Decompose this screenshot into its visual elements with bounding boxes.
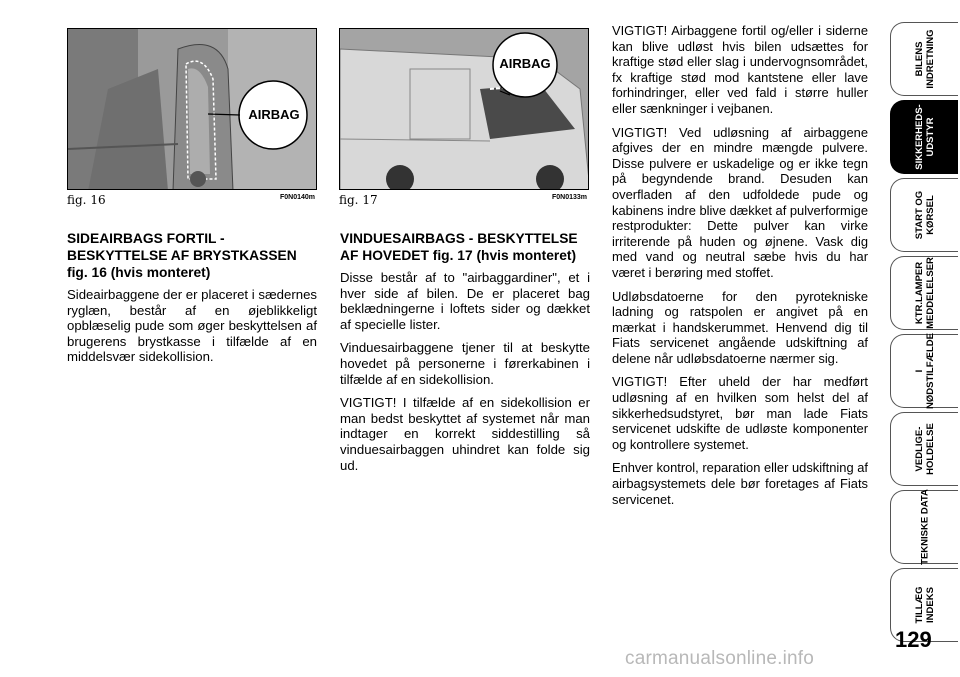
body-paragraph: Vinduesairbaggene tjener til at beskytte hovedet på personerne i førerkabinen i tilfælde af en sidekollision. xyxy=(340,340,590,387)
tab-vedligeholdelse[interactable] xyxy=(890,412,958,486)
figure-17 xyxy=(339,28,589,208)
tab-i-nodstilfaelde[interactable] xyxy=(890,334,958,408)
figure-code: F0N0140m xyxy=(279,194,315,201)
figure-caption: fig. 17 xyxy=(339,193,378,207)
tab-start-og-korsel[interactable] xyxy=(890,178,958,252)
tab-label: BILENS INDRETNING xyxy=(913,29,936,89)
body-paragraph: VIGTIGT! I tilfælde af en sidekollision er man bedst beskyttet af systemet når man indtager en korrekt siddestilling så vinduesairbaggen uhindret kan folde sig ud. xyxy=(340,395,590,473)
tab-label: SIKKERHEDS- UDSTYR xyxy=(913,104,936,170)
figure-code: F0N0133m xyxy=(551,194,587,201)
section-heading: SIDEAIRBAGS FORTIL - BESKYTTELSE AF BRYSTKASSEN fig. 16 (hvis monteret) xyxy=(67,231,297,280)
body-paragraph: Sideairbaggene der er placeret i sædernes ryglæn, består af en øjeblikkeligt opblæselig pude som øger beskyttelsen af brugerens brystkasse i tilfælde af en middelsvær sidekollision. xyxy=(67,287,317,365)
tab-bilens-indretning[interactable] xyxy=(890,22,958,96)
section-heading: VINDUESAIRBAGS - BESKYTTELSE AF HOVEDET fig. 17 (hvis monteret) xyxy=(340,231,578,263)
van-illustration xyxy=(340,29,589,190)
tab-label: I NØDSTILFÆLDE xyxy=(913,333,936,409)
body-paragraph: VIGTIGT! Ved udløsning af airbaggene afgives der en mindre mængde pulvere. Disse pulvere er uskadelige og er ikke tegn på begyndende brand. Desuden kan overfladen af den udfoldede pude og kabinens indre blive dækket af pulverformige restprodukter: Dette pulver kan virke irriterende på huden og øjnene. Vask dig med vand og neutral sæbe hvis du har været i berøring med stoffet. xyxy=(612,124,868,280)
body-paragraph: Udløbsdatoerne for den pyrotekniske ladning og ratspolen er angivet på en mærkat i handskerummet. Henvend dig til Fiats servicenet angående udskiftning af delene når udløbsdatoerne nærmer sig. xyxy=(612,288,868,366)
tab-label: VEDLIGE- HOLDELSE xyxy=(913,423,936,475)
tab-label: KTR.LAMPER MEDDELELSER xyxy=(913,257,936,329)
column-warnings xyxy=(612,23,868,515)
tab-label: TILLÆG INDEKS xyxy=(913,586,936,624)
column-side-airbags xyxy=(67,230,317,373)
body-paragraph: Enhver kontrol, reparation eller udskiftning af airbagsystemets dele bør foretages af Fiats servicenet. xyxy=(612,460,868,507)
watermark: carmanualsonline.info xyxy=(625,648,815,669)
body-paragraph: Disse består af to "airbaggardiner", et i hver side af bilen. De er placeret bag beklædningerne i loftets sider og dækket af specielle lister. xyxy=(340,270,590,332)
tab-tekniske-data[interactable] xyxy=(890,490,958,564)
body-paragraph: VIGTIGT! Efter uheld der har medført udløsning af en hvilken som helst del af sikkerhedsudstyret, bør man lade Fiats servicenet udskifte de udløste komponenter og kontrollere systemet. xyxy=(612,374,868,452)
tab-label: START OG KØRSEL xyxy=(913,190,936,240)
tab-sikkerhedsudstyr[interactable] xyxy=(890,100,958,174)
airbag-callout-label: AIRBAG xyxy=(499,56,551,71)
column-window-airbags xyxy=(340,230,590,481)
airbag-callout-label: AIRBAG xyxy=(248,107,300,122)
body-paragraph: VIGTIGT! Airbaggene fortil og/eller i siderne kan blive udløst hvis bilen udsættes for kraftige stød eller slag i undervognsområdet, fx kraftige stød mod kantstene eller lave forhindringer, eller ved fald i større huller eller sænkninger i vejbanen. xyxy=(612,23,868,116)
figure-caption: fig. 16 xyxy=(67,193,106,207)
seat-airbag-photo xyxy=(67,28,317,190)
window-airbag-photo xyxy=(339,28,589,190)
tab-label: TEKNISKE DATA xyxy=(919,489,930,565)
page-number: 129 xyxy=(895,627,932,652)
figure-16 xyxy=(67,28,317,208)
tab-ktr-lamper[interactable] xyxy=(890,256,958,330)
